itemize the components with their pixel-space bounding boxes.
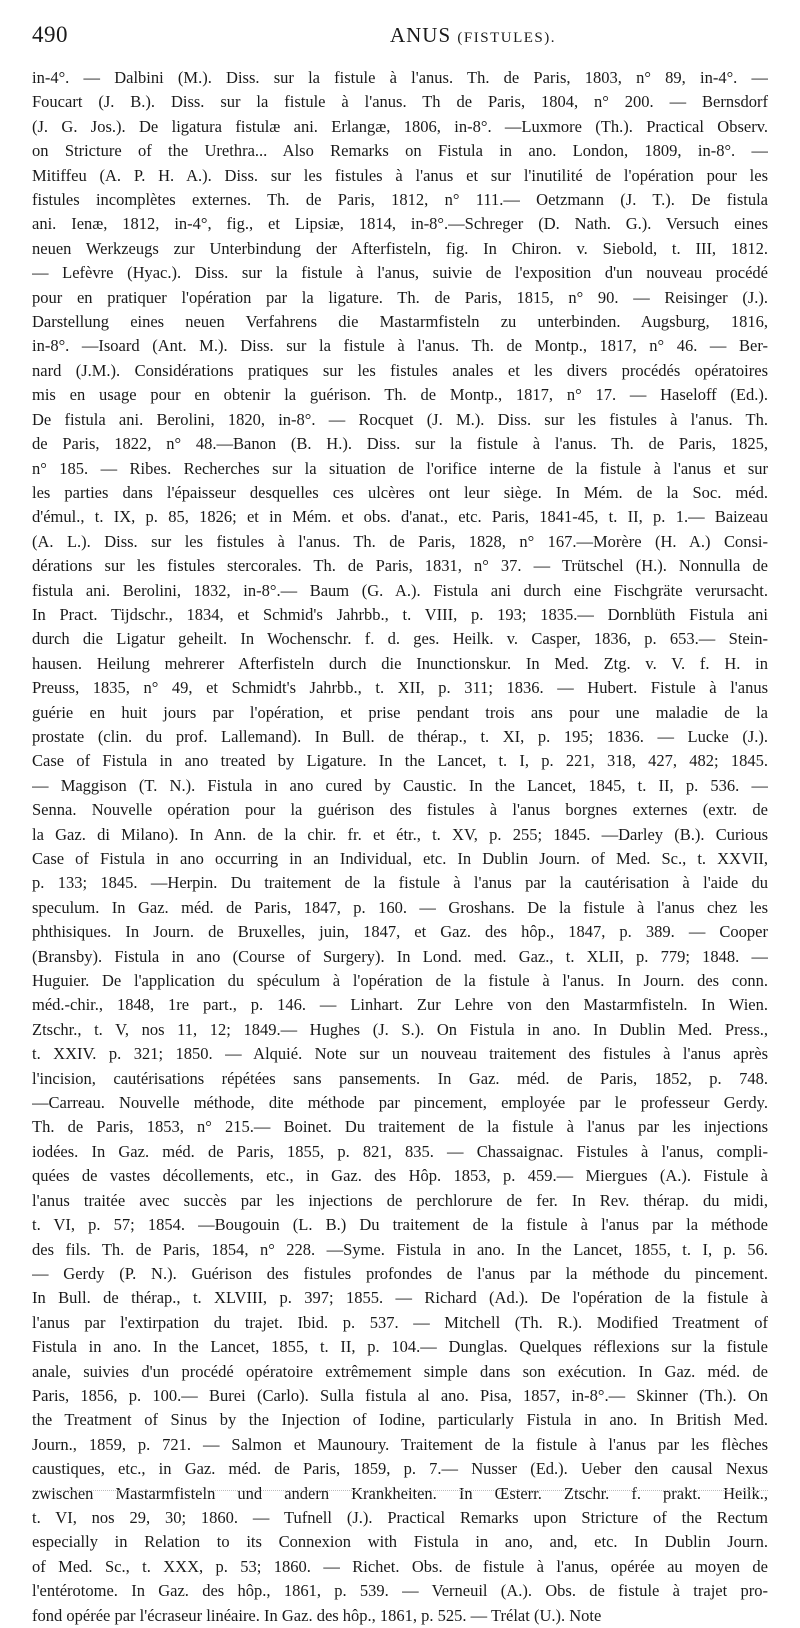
text-line: ani. Ienæ, 1812, in-4°, fig., et Lipsiæ, 1814, in-8°.—Schreger (D. Nath. G.). Versuch eines xyxy=(32,214,768,234)
text-line: fistula ani. Berolini, 1832, in-8°.— Baum (G. A.). Fistula ani durch eine Fischgräte verursacht. xyxy=(32,580,768,600)
text-line: caustiques, etc., in Gaz. méd. de Paris, 1859, p. 7.— Nusser (Ed.). Ueber den causal Nexus xyxy=(32,1459,768,1479)
text-line: Mitiffeu (A. P. H. A.). Diss. sur les fistules à l'anus et sur l'inutilité de l'opération pour les xyxy=(32,165,768,185)
text-line: In Pract. Tijdschr., 1834, et Schmid's Jahrbb., t. VIII, p. 193; 1835.— Dornblüth Fistula ani xyxy=(32,604,768,624)
text-line: (J. G. Jos.). De ligatura fistulæ ani. Erlangæ, 1806, in-8°. —Luxmore (Th.). Practical Observ. xyxy=(32,116,768,136)
text-line: Ztschr., t. V, nos 11, 12; 1849.— Hughes (J. S.). On Fistula in ano. In Dublin Med. Press., xyxy=(32,1019,768,1039)
text-line: de Paris, 1822, n° 48.—Banon (B. H.). Diss. sur la fistule à l'anus. Th. de Paris, 1825, xyxy=(32,434,768,454)
text-line: l'anus traitée avec succès par les injections de perchlorure de fer. In Rev. thérap. du midi, xyxy=(32,1190,768,1210)
text-line: in-8°. —Isoard (Ant. M.). Diss. sur la fistule à l'anus. Th. de Montp., 1817, n° 46. — Ber- xyxy=(32,336,768,356)
text-line: t. XXIV. p. 321; 1850. — Alquié. Note sur un nouveau traitement des fistules à l'anus après xyxy=(32,1044,768,1064)
text-line: Fistula in ano. In the Lancet, 1855, t. II, p. 104.— Dunglas. Quelques réflexions sur la fistule xyxy=(32,1337,768,1357)
text-line: p. 133; 1845. —Herpin. Du traitement de la fistule à l'anus par la cautérisation à l'aide du xyxy=(32,873,768,893)
text-line: of Med. Sc., t. XXX, p. 53; 1860. — Richet. Obs. de fistule à l'anus, opérée au moyen de xyxy=(32,1556,768,1576)
text-line: fond opérée par l'écraseur linéaire. In Gaz. des hôp., 1861, p. 525. — Trélat (U.). Note xyxy=(32,1605,602,1625)
text-line: prostate (clin. du prof. Lallemand). In Bull. de thérap., t. XI, p. 195; 1836. — Lucke (J.). xyxy=(32,726,768,746)
text-line: De fistula ani. Berolini, 1820, in-8°. — Rocquet (J. M.). Diss. sur les fistules à l'anus. Th. xyxy=(32,409,768,429)
text-line: t. VI, p. 57; 1854. —Bougouin (L. B.) Du traitement de la fistule à l'anus par la méthode xyxy=(32,1215,768,1235)
text-line: méd.-chir., 1848, 1re part., p. 146. — Linhart. Zur Lehre von den Mastarmfisteln. In Wien. xyxy=(32,995,768,1015)
running-head-title: ANUS xyxy=(389,23,452,47)
text-line: Darstellung eines neuen Verfahrens die Mastarmfisteln zu unterbinden. Augsburg, 1816, xyxy=(32,312,768,332)
text-line: Preuss, 1835, n° 49, et Schmidt's Jahrbb., t. XII, p. 311; 1836. — Hubert. Fistule à l'anus xyxy=(32,678,768,698)
running-head-subtitle: (FISTULES). xyxy=(457,30,556,46)
text-line: (Bransby). Fistula in ano (Course of Surgery). In Lond. med. Gaz., t. XLII, p. 779; 1848. — xyxy=(32,946,768,966)
page-number: 490 xyxy=(32,22,68,47)
text-line: iodées. In Gaz. méd. de Paris, 1855, p. 821, 835. — Chassaignac. Fistules à l'anus, compli- xyxy=(32,1141,768,1161)
text-line: Journ., 1859, p. 721. — Salmon et Maunoury. Traitement de la fistule à l'anus par les flèches xyxy=(32,1434,768,1454)
text-line: quées de vastes décollements, etc., in Gaz. des Hôp. 1853, p. 459.— Miergues (A.). Fistule à xyxy=(32,1166,768,1186)
text-line: nard (J.M.). Considérations pratiques sur les fistules anales et les divers procédés opératoires xyxy=(32,360,768,380)
text-line: Th. de Paris, 1853, n° 215.— Boinet. Du traitement de la fistule à l'anus par les injections xyxy=(32,1117,768,1137)
text-line: dérations sur les fistules stercorales. Th. de Paris, 1831, n° 37. — Trütschel (H.). Nonnulla de xyxy=(32,556,768,576)
footer-rule xyxy=(32,1490,768,1491)
text-line: fistules incomplètes externes. Th. de Paris, 1812, n° 111.— Oetzmann (J. T.). De fistula xyxy=(32,190,768,210)
text-line: l'entérotome. In Gaz. des hôp., 1861, p. 539. — Verneuil (A.). Obs. de fistule à trajet pro- xyxy=(32,1581,768,1601)
text-line: d'émul., t. IX, p. 85, 1826; et in Mém. et obs. d'anat., etc. Paris, 1841-45, t. II, p. 1.— Baizeau xyxy=(32,507,768,527)
text-line: durch die Ligatur geheilt. In Wochenschr. f. d. ges. Heilk. v. Casper, 1836, p. 653.— Stein- xyxy=(32,629,768,649)
bibliography-text xyxy=(32,66,768,1628)
text-line: l'anus par l'extirpation du trajet. Ibid. p. 537. — Mitchell (Th. R.). Modified Treatment of xyxy=(32,1312,768,1332)
text-line: —Carreau. Nouvelle méthode, dite méthode par pincement, employée par le professeur Gerdy. xyxy=(32,1093,768,1113)
text-line: (A. L.). Diss. sur les fistules à l'anus. Th. de Paris, 1828, n° 167.—Morère (H. A.) Consi- xyxy=(32,531,768,551)
text-line: Foucart (J. B.). Diss. sur la fistule à l'anus. Th de Paris, 1804, n° 200. — Bernsdorf xyxy=(32,92,768,112)
text-line: Senna. Nouvelle opération pour la guérison des fistules à l'anus borgnes externes (extr. de xyxy=(32,800,768,820)
text-line: t. VI, nos 29, 30; 1860. — Tufnell (J.). Practical Remarks upon Stricture of the Rectum xyxy=(32,1507,768,1527)
text-line: anale, suivies d'un procédé opératoire extrêmement simple dans son exécution. In Gaz. méd. de xyxy=(32,1361,768,1381)
text-line: — Gerdy (P. N.). Guérison des fistules profondes de l'anus par la méthode du pincement. xyxy=(32,1263,768,1283)
text-line: n° 185. — Ribes. Recherches sur la situation de l'orifice interne de la fistule à l'anus et sur xyxy=(32,458,768,478)
text-line: in-4°. — Dalbini (M.). Diss. sur la fistule à l'anus. Th. de Paris, 1803, n° 89, in-4°. — xyxy=(32,68,768,87)
text-line: speculum. In Gaz. méd. de Paris, 1847, p. 160. — Groshans. De la fistule à l'anus chez les xyxy=(32,897,768,917)
text-line: — Lefèvre (Hyac.). Diss. sur la fistule à l'anus, suivie de l'exposition d'un nouveau procédé xyxy=(32,263,768,283)
text-line: des fils. Th. de Paris, 1854, n° 228. —Syme. Fistula in ano. In the Lancet, 1855, t. I, p. 56. xyxy=(32,1239,768,1259)
text-line: on Stricture of the Urethra... Also Remarks on Fistula in ano. London, 1809, in-8°. — xyxy=(32,141,768,161)
text-line: l'incision, cautérisations répétées sans pansements. In Gaz. méd. de Paris, 1852, p. 748. xyxy=(32,1068,768,1088)
text-line: Case of Fistula in ano treated by Ligature. In the Lancet, t. I, p. 221, 318, 427, 482; 1845. xyxy=(32,751,768,771)
text-line: Huguier. De l'application du spéculum à l'opération de la fistule à l'anus. In Journ. des conn. xyxy=(32,971,768,991)
text-line: Paris, 1856, p. 100.— Burei (Carlo). Sulla fistula al ano. Pisa, 1857, in-8°.— Skinner (Th.). On xyxy=(32,1385,768,1405)
text-line: zwischen Mastarmfisteln und andern Krankheiten. In Œsterr. Ztschr. f. prakt. Heilk., xyxy=(32,1483,768,1503)
text-line: the Treatment of Sinus by the Injection of Iodine, particularly Fistula in ano. In British Med. xyxy=(32,1410,768,1430)
page-header xyxy=(32,22,768,62)
text-line: mis en usage pour en obtenir la guérison. Th. de Montp., 1817, n° 17. — Haseloff (Ed.). xyxy=(32,385,768,405)
text-line: — Maggison (T. N.). Fistula in ano cured by Caustic. In the Lancet, 1845, t. II, p. 536. — xyxy=(32,775,768,795)
text-line: la Gaz. di Milano). In Ann. de la chir. fr. et étr., t. XV, p. 255; 1845. —Darley (B.). Curious xyxy=(32,824,768,844)
running-head xyxy=(390,23,556,48)
text-line: phthisiques. In Journ. de Bruxelles, juin, 1847, et Gaz. des hôp., 1847, p. 389. — Cooper xyxy=(32,922,768,942)
document-page xyxy=(32,22,768,1625)
text-line: especially in Relation to its Connexion with Fistula in ano, and, etc. In Dublin Journ. xyxy=(32,1532,768,1552)
text-line: In Bull. de thérap., t. XLVIII, p. 397; 1855. — Richard (Ad.). De l'opération de la fistule à xyxy=(32,1288,768,1308)
text-line: hausen. Heilung mehrerer Afterfisteln durch die Inunctionskur. In Med. Ztg. v. V. f. H. in xyxy=(32,653,768,673)
text-line: neuen Werkzeugs zur Unterbindung der Afterfisteln, fig. In Chiron. v. Siebold, t. III, 1812. xyxy=(32,238,768,258)
text-line: Case of Fistula in ano occurring in an Individual, etc. In Dublin Journ. of Med. Sc., t. XXVII, xyxy=(32,849,768,868)
text-line: guérie en huit jours par l'opération, et prise pendant trois ans pour une maladie de la xyxy=(32,702,768,722)
text-line: pour en pratiquer l'opération par la ligature. Th. de Paris, 1815, n° 90. — Reisinger (J.). xyxy=(32,287,768,307)
text-line: les parties dans l'épaisseur desquelles ces ulcères ont leur siège. In Mém. de la Soc. méd. xyxy=(32,482,768,502)
